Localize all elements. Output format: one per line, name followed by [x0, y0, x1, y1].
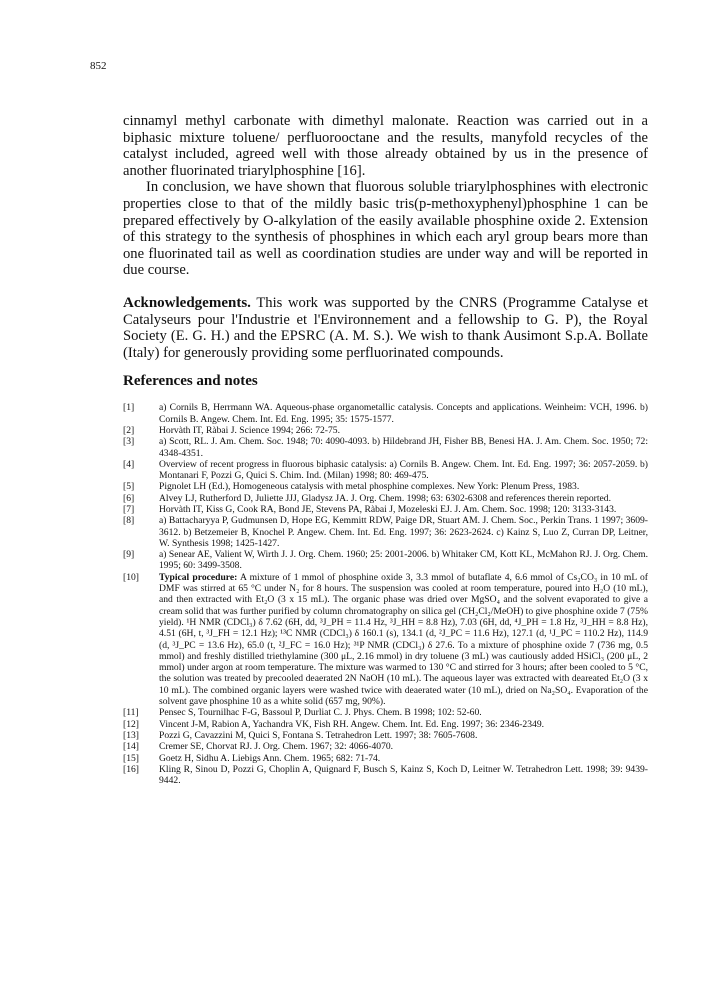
reference-text: a) Scott, RL. J. Am. Chem. Soc. 1948; 70: 4090-4093. b) Hildebrand JH, Fisher BB, Benesi HA. J. Am. Chem. Soc. 1950; 72: 4348-4351. — [159, 436, 648, 459]
reference-item — [123, 481, 648, 492]
reference-text — [159, 572, 648, 708]
reference-number: [9] — [123, 549, 135, 561]
reference-number: [10] — [123, 571, 139, 583]
reference-number: [7] — [123, 503, 135, 515]
reference-number: [15] — [123, 752, 139, 764]
reference-number: [11] — [123, 707, 139, 719]
body-paragraph: In conclusion, we have shown that fluorous soluble triarylphosphines with electronic properties close to that of the mildly basic tris(p-methoxyphenyl)phosphine 1 can be prepared effectively by O-alkylation of the easily available phosphine oxide 2. Extension of this strategy to the synthesis of phosphines in which each aryl group bears more than one fluorinated tail as well as coordination studies are under way and will be reported in due course. — [123, 179, 648, 279]
reference-item — [123, 504, 648, 515]
reference-text: Kling R, Sinou D, Pozzi G, Choplin A, Quignard F, Busch S, Kainz S, Koch D, Leitner W. Tetrahedron Lett. 1998; 39: 9439-9442. — [159, 763, 648, 787]
page-number: 852 — [90, 60, 107, 72]
reference-number: [12] — [123, 718, 139, 730]
reference-item — [123, 459, 648, 482]
reference-item — [123, 402, 648, 425]
reference-text: Alvey LJ, Rutherford D, Juliette JJJ, Gladysz JA. J. Org. Chem. 1998; 63: 6302-6308 and references therein reported. — [159, 492, 611, 504]
reference-text: a) Cornils B, Herrmann WA. Aqueous-phase organometallic catalysis. Concepts and applications. Weinheim: VCH, 1996. b) Cornils B. Angew. Chem. Int. Ed. Eng. 1995; 35: 1575-1577. — [159, 402, 648, 425]
reference-item — [123, 707, 648, 718]
reference-item — [123, 719, 648, 730]
reference-number: [3] — [123, 436, 135, 448]
reference-number: [13] — [123, 729, 139, 741]
reference-body: A mixture of 1 mmol of phosphine oxide 3, 3.3 mmol of butaflate 4, 6.6 mmol of Cs₂CO₃ in 10 mL of DMF was stirred at 65 °C under N₂ for 8 hours. The suspension was cooled at room temperature, poured into H₂O (10 mL), and then extracted with Et₂O (3 x 15 mL). The organic phase was dried over MgSO₄ and the solvent evaporated to give a cream solid that was further purified by column chromatography on silica gel (CH₂Cl₂/MeOH) to give phosphine oxide 7 (75% yield). ¹H NMR (CDCl₃) δ 7.62 (6H, dd, ³J_PH = 11.4 Hz, ³J_HH = 8.8 Hz), 7.03 (6H, dd, ⁴J_PH = 1.8 Hz, ³J_HH = 8.8 Hz), 4.51 (6H, t, ³J_FH = 12.1 Hz); ¹³C NMR (CDCl₃) δ 160.1 (s), 134.1 (d, ²J_PC = 11.6 Hz), 127.1 (d, ¹J_PC = 110.2 Hz), 114.9 (d, ³J_PC = 13.6 Hz), 65.0 (t, ²J_FC = 16.0 Hz); ³¹P NMR (CDCl₃) δ 27.6. To a mixture of phosphine oxide 7 (736 mg, 0.5 mmol) and freshly distilled triethylamine (300 μL, 2.16 mmol) in dry toluene (3 mL) was cautiously added HSiCl₃ (200 μL, 2 mmol) under argon at room temperature. The mixture was warmed to 130 °C and stirred for 3 hours; after been cooled to 5 °C, the solution was treated by precooled deaerated 2N NaOH (10 mL). The aqueous layer was extracted with deareated Et₂O (3 x 10 mL). The combined organic layers were washed twice with deaerated water (10 mL), dried on Na₂SO₄. Evaporation of the solvent gave phosphine 10 as a white solid (657 mg, 90%). — [159, 571, 649, 708]
acknowledgements-text: This work was supported by the CNRS (Programme Catalyse et Catalyseurs pour l'Industrie et l'Environnement and a fellowship to G. P), the Royal Society (E. G. H.) and the EPSRC (A. M. S.). We wish to thank Ausimont S.p.A. Bollate (Italy) for generously providing some perfluorinated compounds. — [123, 294, 648, 361]
reference-number: [2] — [123, 424, 135, 436]
acknowledgements-heading: Acknowledgements. — [123, 294, 251, 311]
reference-item — [123, 741, 648, 752]
page-body — [123, 113, 648, 786]
reference-text: Goetz H, Sidhu A. Liebigs Ann. Chem. 1965; 682: 71-74. — [159, 752, 381, 764]
reference-number: [6] — [123, 492, 135, 504]
reference-number: [1] — [123, 402, 135, 414]
reference-item — [123, 764, 648, 787]
reference-number: [8] — [123, 515, 135, 527]
reference-text: Cremer SE, Chorvat RJ. J. Org. Chem. 1967; 32: 4066-4070. — [159, 741, 394, 753]
reference-text: Horvàth IT, Ràbai J. Science 1994; 266: 72-75. — [159, 424, 340, 436]
reference-item — [123, 730, 648, 741]
body-paragraph: cinnamyl methyl carbonate with dimethyl malonate. Reaction was carried out in a biphasic mixture toluene/ perfluorooctane and the results, manyfold recycles of the catalyst included, agreed well with those already obtained by us in the presence of another fluorinated triarylphosphine [16]. — [123, 113, 648, 179]
reference-number: [16] — [123, 763, 139, 775]
reference-text: Pensec S, Tournilhac F-G, Bassoul P, Durliat C. J. Phys. Chem. B 1998; 102: 52-60. — [159, 707, 482, 719]
reference-item — [123, 436, 648, 459]
reference-number: [4] — [123, 458, 135, 470]
reference-item — [123, 515, 648, 549]
reference-text: a) Battacharyya P, Gudmunsen D, Hope EG, Kemmitt RDW, Paige DR, Stuart AM. J. Chem. Soc., Perkin Trans. 1 1997; 3609-3612. b) Betzemeier B, Knochel P. Angew. Chem. Int. Ed. Eng. 1997; 36: 2623-2624. c) Kainz S, Luo Z, Curran DP, Leitner, W. Synthesis 1998; 1425-1427. — [159, 515, 648, 549]
reference-item — [123, 572, 648, 708]
reference-item — [123, 493, 648, 504]
reference-item — [123, 549, 648, 572]
reference-number: [14] — [123, 741, 139, 753]
reference-text: Pignolet LH (Ed.), Homogeneous catalysis with metal phosphine complexes. New York: Plenum Press, 1983. — [159, 481, 580, 493]
references-heading: References and notes — [123, 373, 258, 390]
reference-number: [5] — [123, 481, 135, 493]
reference-text: Pozzi G, Cavazzini M, Quici S, Fontana S. Tetrahedron Lett. 1997; 38: 7605-7608. — [159, 729, 478, 741]
reference-lead: Typical procedure: — [159, 571, 238, 583]
acknowledgements — [123, 295, 648, 361]
reference-item — [123, 425, 648, 436]
reference-text: Vincent J-M, Rabion A, Yachandra VK, Fish RH. Angew. Chem. Int. Ed. Eng. 1997; 36: 2346-2349. — [159, 718, 545, 730]
reference-text: a) Senear AE, Valient W, Wirth J. J. Org. Chem. 1960; 25: 2001-2006. b) Whitaker CM, Kott KL, McMahon RJ. J. Org. Chem. 1995; 60: 3499-3508. — [159, 549, 648, 572]
reference-item — [123, 753, 648, 764]
reference-text: Horvàth IT, Kiss G, Cook RA, Bond JE, Stevens PA, Ràbai J, Mozeleski EJ. J. Am. Chem. Soc. 1998; 120: 3133-3143. — [159, 503, 617, 515]
references-list — [123, 402, 648, 786]
reference-text: Overview of recent progress in fluorous biphasic catalysis: a) Cornils B. Angew. Chem. Int. Ed. Eng. 1997; 36: 2057-2059. b) Montanari F, Pozzi G, Quici S. Chim. Ind. (Milan) 1998; 80: 469-475. — [159, 458, 648, 482]
